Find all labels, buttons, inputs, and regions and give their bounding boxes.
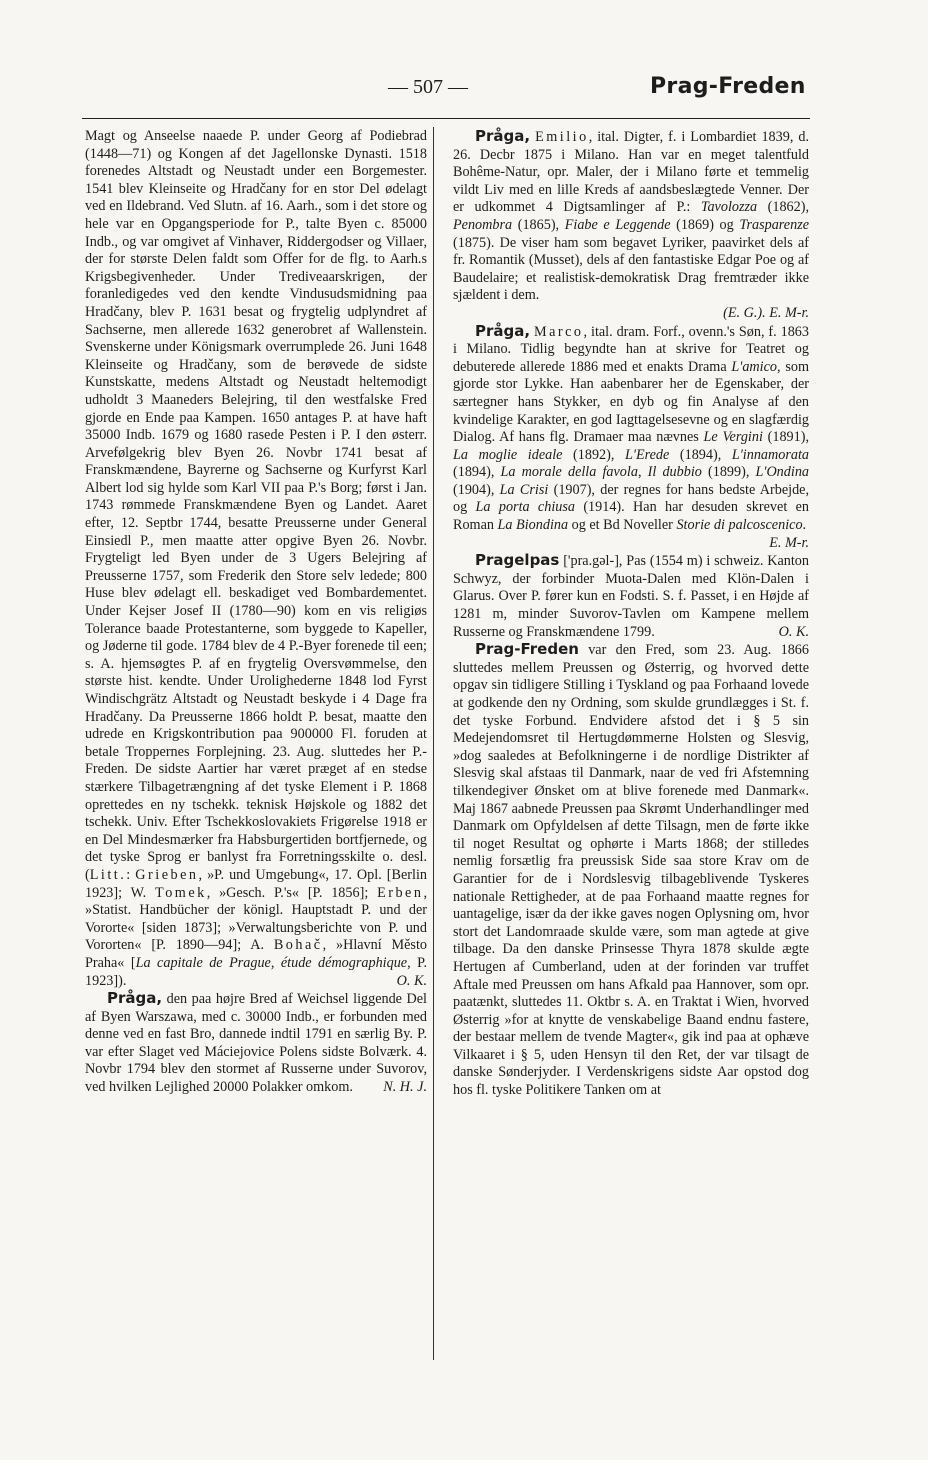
headword: Prag-Freden (475, 640, 579, 659)
entry-prag-continued: Magt og Anseelse naaede P. under Georg af Podiebrad (1448—71) og Kongen af det Jagellonske Dynasti. 1518 forenedes Altstadt og Neustadt under een Borgemester. 1541 blev Kleinseite og Hradčany for en stor Del ødelagt ved en Ildebrand. Ved Slutn. af 16. Aarh., som i det store og hele var en Opgangsperiode for P., talte Byen c. 85000 Indb., og var omgivet af Vinhaver, Riddergodser og Villaer, der for største Delen faldt som Offer for de flg. to Aarh.s Krigsbegivenheder. Under Trediveaarskrigen, der foranledigedes ved den kendte Vindusudsmidning paa Hradčany, blev P. 1631 besat og frygtelig udplyndret af Sachserne, men allerede 1632 generobret af Wallenstein. Svenskerne under Königsmark overrumplede 26. Juni 1648 Kleinseite og Hradčany, som de berøvede de sidste Kunstskatte, medens Altstadt og Neustadt heltemodigt udholdt 3 Maaneders Belejring, til den westfalske Fred gjorde en Ende paa Kampen. 1650 antages P. at have haft 35000 Indb. 1679 og 1680 rasede Pesten i P. I den østerr. Arvefølgekrig blev Byen 26. Novbr 1741 besat af Franskmændene, Bayrerne og Sachserne og Kurfyrst Karl Albert lod sig hylde som Karl VII paa P.'s Borg; først i Jan. 1743 rømmede Franskmændene Byen og Landet. Aaret efter, 12. Septbr 1744, besatte Preusserne under General Einsiedl P., men maatte atter opgive Byen 26. Novbr. Frygteligt led Byen under de 3 Ugers Belejring af Preusserne 1757, som Frederik den Store selv ledede; 800 Huse blev ødelagt ell. beskadiget ved Bombardementet. Under Kejser Josef II (1780—90) kom en vis religiøs Tolerance baade Protestanterne, som byggede to Kapeller, og Jøderne til gode. 1784 blev de 4 P.-Byer forenede til een; s. A. hjemsøgtes P. af en frygtelig Oversvømmelse, den største hist. kendte. Under Urolighederne 1848 lod Fyrst Windischgrätz Altstadt og Neustadt beskyde i 4 Dage fra Hradčany. Da Preusserne 1866 holdt P. besat, maatte den udrede en Krigskontribution paa 900000 Fl. foruden at betale Troppernes Forplejning. 23. Aug. sluttedes her P.-Freden. De sidste Aartier har været præget af en stedse stærkere Tilbagetrængning af det tyske Element i P. 1868 oprettedes en ny tschekk. teknisk Højskole og 1882 det tschekk. Univ. Efter Tschekkoslovakiets Frigørelse 1918 er en Del Mindesmærker fra Habsburgertiden bortfjernede, og det tyske Sprog er banlyst fra Forretningsskilte o. desl. (Litt.: Grieben, »P. und Umgebung«, 17. Opl. [Berlin 1923]; W. Tomek, »Gesch. P.'s« [P. 1856]; Erben, »Statist. Handbücher der königl. Hauptstadt P. und der Vororte« [siden 1873]; »Verwaltungsberichte von P. und Vororten« [P. 1890—94]; A. Bohač, »Hlavní Město Praha« [La capitale de Prague, étude démographique, P. 1923]). O. K. (85, 128, 427, 989)
entry-praga-warszawa: Pråga, den paa højre Bred af Weichsel liggende Del af Byen Warszawa, med c. 30000 Indb., er forbunden med denne ved en fast Bro, dannede indtil 1791 en særlig By. P. var efter Slaget ved Máciejovice Polens sidste Bolværk. 4. Novbr 1794 blev den stormet af Russerne under Suvorov, ved hvilken Lejlighed 20000 Polakker omkom. N. H. J. (85, 989, 427, 1096)
left-column (85, 128, 427, 1097)
right-column (453, 128, 809, 1100)
entry-praga-emilio: Pråga, Emilio, ital. Digter, f. i Lombardiet 1839, d. 26. Decbr 1875 i Milano. Han var en meget talentfuld Bohême-Natur, opr. Maler, der i Milano førte et temmelig vildt Liv med en lille Kreds af aandsbeslægtede Venner. Der er udkommet 4 Digtsamlinger af P.: Tavolozza (1862), Penombra (1865), Fiabe e Leggende (1869) og Trasparenze (1875). De viser ham som begavet Lyriker, paavirket dels af fr. Romantik (Musset), dels af den fantastiske Edgar Poe og af Baudelaire; et realistisk-demokratisk Drag fremtræder ikke sjældent i dem. (453, 127, 810, 304)
page-number: — 507 — (388, 76, 468, 98)
signature: O. K. (778, 623, 809, 640)
signature: N. H. J. (383, 1079, 427, 1096)
signature: (E. G.). E. M-r. (723, 304, 809, 321)
headword: Pragelpas (475, 551, 560, 570)
entry-pragelpas: Pragelpas ['pra.gəl-], Pas (1554 m) i schweiz. Kanton Schwyz, der forbinder Muota-Dalen med Klön-Dalen i Glarus. Over P. fører kun en Fodsti. S. f. Passet, i en Højde af 1281 m, minder Suvorov-Tavlen om Kampene mellem Russerne og Franskmændene 1799. O. K. (453, 551, 809, 640)
headword: Pråga, (475, 127, 531, 145)
headword: Pråga, (475, 321, 531, 340)
page-header (0, 70, 928, 106)
header-rule (82, 118, 810, 119)
entry-praga-marco: Pråga, Marco, ital. dram. Forf., ovenn.'s Søn, f. 1863 i Milano. Tidlig begyndte han at skrive for Teatret og debuterede allerede 1886 med et enakts Drama L'amico, som gjorde stor Lykke. Han aabenbarer her de Egenskaber, der særtegner hans Stykker, en dyb og fin Analyse af den kvindelige Karakter, en god Iagttagelsesevne og en slagfærdig Dialog. Af hans flg. Dramaer maa nævnes Le Vergini (1891), La moglie ideale (1892), L'Erede (1894), L'innamorata (1894), La morale della favola, Il dubbio (1899), L'Ondina (1904), La Crisi (1907), der regnes for hans bedste Arbejde, og La porta chiusa (1914). Han har desuden skrevet en Roman La Biondina og et Bd Noveller Storie di palcoscenico. (453, 321, 810, 534)
signature: E. M-r. (769, 534, 809, 551)
signature: O. K. (396, 972, 427, 989)
running-head: Prag-Freden (650, 74, 806, 99)
column-divider (433, 127, 434, 1360)
headword: Pråga, (107, 989, 163, 1008)
entry-prag-freden: Prag-Freden var den Fred, som 23. Aug. 1866 sluttedes mellem Preussen og Østerrig, og hvorved dette opgav sin tidligere Stilling i Tyskland og paa Forhaand lovede at godkende den ny Ordning, som skulde grundlægges i St. f. det tyske Forbund. Endvidere afstod det i § 5 sin Medejendomsret til Hertugdømmerne Holsten og Slesvig, »dog saaledes at Befolkningerne i de nordlige Distrikter af Slesvig skal afstaas til Danmark, naar de ved fri Afstemning tilkendegiver Ønsket om at blive forenede med Danmark«. Maj 1867 aabnede Preussen paa Skrømt Underhandlinger med Danmark om Opfyldelsen af dette Tilsagn, men de førte ikke til noget Resultat og ophørte i Marts 1868; der stilledes nemlig forsætlig fra preussisk Side saa store Krav om de Garantier for de i Nordslesvig tilbageblivende Tyskeres nationale Rettigheder, at de paa Forhaand maatte regnes for uantagelige, især da der ikke gaves nogen Oplysning om, hvor stort det Landomraade skulde være, som man agtede at give tilbage. Da den danske Prinsesse Thyra 1878 skulde ægte Hertugen af Cumberland, uden at der forinden var truffet Aftale med Preussen om hans Afkald paa Hannover, som opr. paatænkt, sluttedes 11. Oktbr s. A. en Traktat i Wien, hvorved Østerrig »for at knytte de venskabelige Baand endnu fastere, der bestaar mellem de tvende Magter«, gik ind paa at ophæve Vilkaaret i § 5, uden Hensyn til den Ret, der var tilsagt de danske Sønderjyder. I Verdenskrigens sidste Aar opstod dog hos fl. tyske Politikere Tanken om at (453, 640, 809, 1099)
